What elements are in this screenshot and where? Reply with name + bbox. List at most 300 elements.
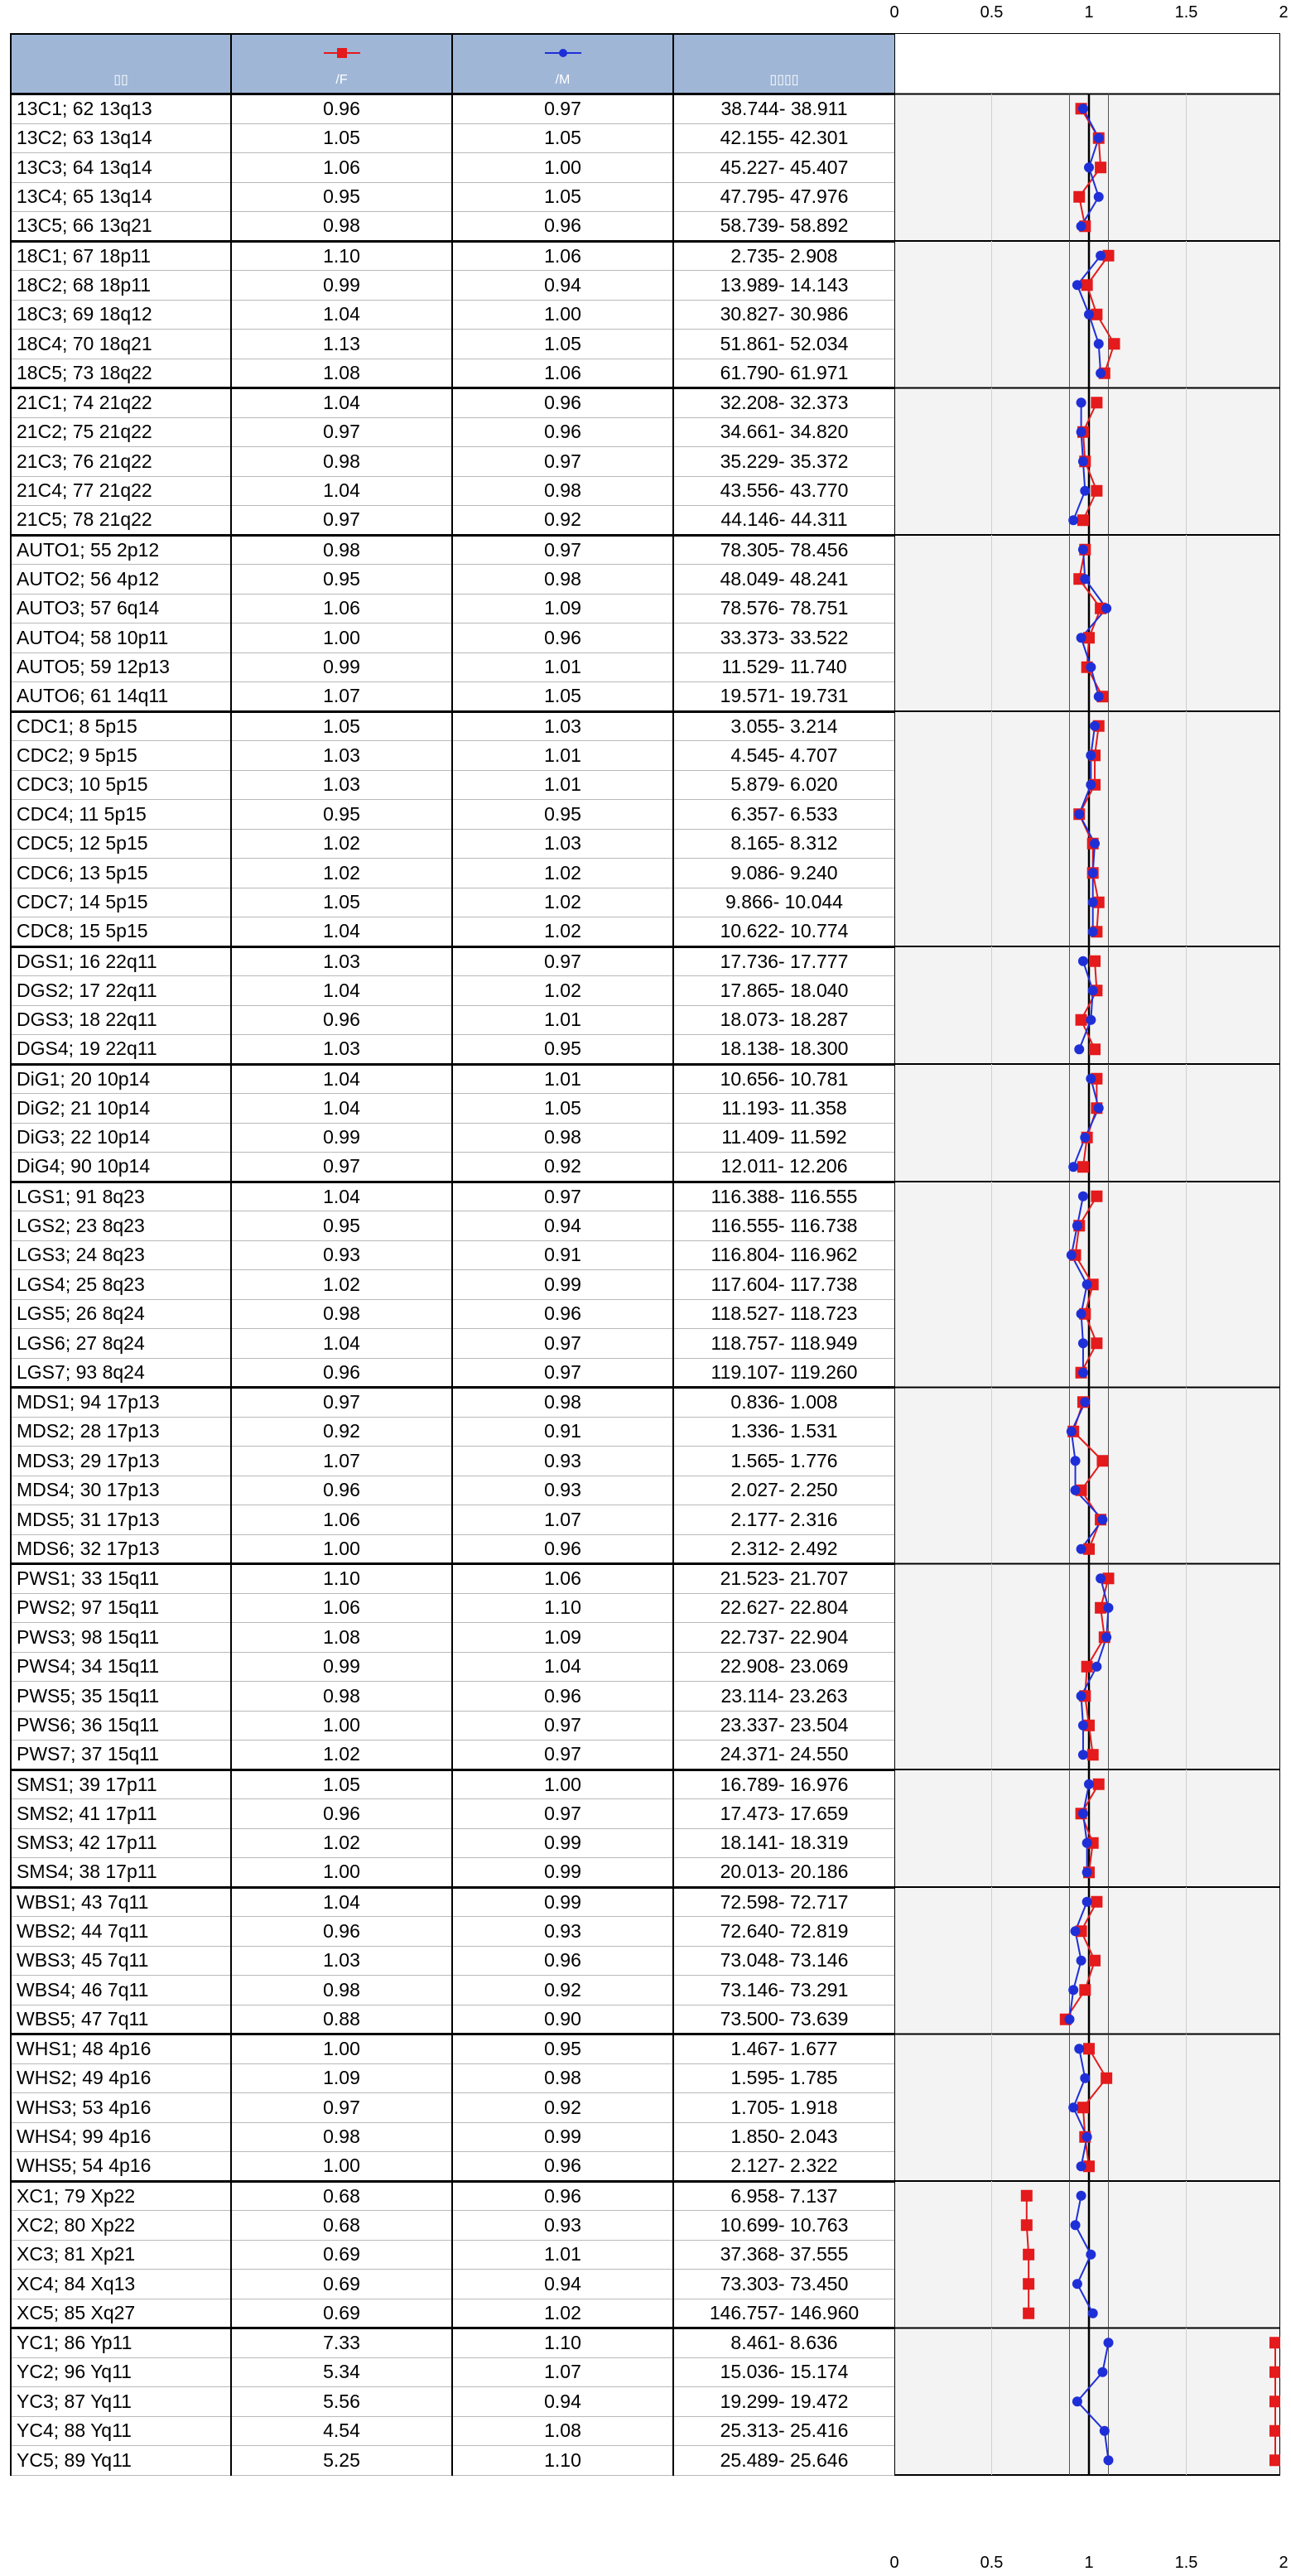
table-row bbox=[11, 1741, 895, 1770]
position-range-cell: 35.229- 35.372 bbox=[673, 447, 895, 477]
probe-name-cell: LGS7; 93 8q24 bbox=[11, 1358, 231, 1388]
f-ratio-cell: 0.93 bbox=[231, 1240, 452, 1270]
male-ratio-point bbox=[1068, 2102, 1078, 2112]
table-row bbox=[11, 976, 895, 1006]
m-ratio-cell: 1.02 bbox=[452, 917, 673, 947]
m-ratio-cell: 0.96 bbox=[452, 2152, 673, 2182]
position-range-cell: 9.086- 9.240 bbox=[673, 859, 895, 888]
position-range-cell: 2.127- 2.322 bbox=[673, 2152, 895, 2182]
female-ratio-point bbox=[1021, 2190, 1033, 2202]
female-series-legend-icon bbox=[324, 46, 360, 60]
probe-name-cell: 21C1; 74 21q22 bbox=[11, 388, 231, 418]
f-ratio-cell: 1.09 bbox=[231, 2063, 452, 2093]
position-range-cell: 116.555- 116.738 bbox=[673, 1211, 895, 1241]
position-range-cell: 119.107- 119.260 bbox=[673, 1358, 895, 1388]
male-ratio-point bbox=[1104, 2338, 1114, 2347]
position-range-cell: 1.565- 1.776 bbox=[673, 1447, 895, 1476]
probe-name-cell: 13C5; 66 13q21 bbox=[11, 212, 231, 242]
probe-name-cell: AUTO4; 58 10p11 bbox=[11, 624, 231, 653]
position-range-cell: 9.866- 10.044 bbox=[673, 888, 895, 917]
male-ratio-point bbox=[1094, 192, 1104, 202]
probe-name-cell: PWS6; 36 15q11 bbox=[11, 1711, 231, 1741]
position-range-cell: 22.627- 22.804 bbox=[673, 1593, 895, 1623]
male-ratio-point bbox=[1065, 2015, 1075, 2025]
table-row bbox=[11, 1682, 895, 1712]
position-range-cell: 13.989- 14.143 bbox=[673, 271, 895, 301]
probe-name-cell: WBS1; 43 7q11 bbox=[11, 1887, 231, 1917]
male-ratio-point bbox=[1078, 1808, 1088, 1818]
m-ratio-cell: 1.07 bbox=[452, 2357, 673, 2387]
table-row bbox=[11, 388, 895, 418]
table-row bbox=[11, 800, 895, 830]
m-ratio-cell: 0.95 bbox=[452, 1035, 673, 1065]
m-ratio-cell: 1.10 bbox=[452, 2446, 673, 2476]
probe-name-cell: WBS2; 44 7q11 bbox=[11, 1917, 231, 1947]
m-ratio-cell: 1.03 bbox=[452, 711, 673, 741]
position-range-cell: 73.500- 73.639 bbox=[673, 2005, 895, 2034]
m-ratio-cell: 1.07 bbox=[452, 1505, 673, 1535]
table-row bbox=[11, 1388, 895, 1418]
f-ratio-cell: 0.97 bbox=[231, 1388, 452, 1418]
m-ratio-cell: 0.97 bbox=[452, 94, 673, 124]
table-row bbox=[11, 241, 895, 271]
m-ratio-cell: 1.03 bbox=[452, 829, 673, 859]
female-ratio-point bbox=[1087, 1749, 1099, 1760]
probe-name-cell: XC2; 80 Xp22 bbox=[11, 2211, 231, 2241]
position-range-cell: 1.850- 2.043 bbox=[673, 2122, 895, 2152]
position-range-cell: 6.357- 6.533 bbox=[673, 800, 895, 830]
data-table bbox=[10, 33, 896, 2476]
probe-name-cell: 18C1; 67 18p11 bbox=[11, 241, 231, 271]
male-ratio-point bbox=[1078, 104, 1088, 113]
position-range-cell: 16.789- 16.976 bbox=[673, 1769, 895, 1799]
table-row bbox=[11, 1240, 895, 1270]
f-ratio-cell: 1.07 bbox=[231, 1447, 452, 1476]
probe-name-cell: 18C4; 70 18q21 bbox=[11, 330, 231, 359]
f-ratio-cell: 0.97 bbox=[231, 506, 452, 536]
f-ratio-cell: 1.03 bbox=[231, 1035, 452, 1065]
table-row bbox=[11, 652, 895, 682]
male-ratio-point bbox=[1088, 2309, 1098, 2318]
position-range-cell: 23.114- 23.263 bbox=[673, 1682, 895, 1712]
position-range-cell: 17.473- 17.659 bbox=[673, 1799, 895, 1829]
m-ratio-cell: 0.98 bbox=[452, 2063, 673, 2093]
male-ratio-point bbox=[1080, 486, 1090, 496]
male-ratio-point bbox=[1077, 427, 1086, 437]
male-ratio-point bbox=[1078, 1368, 1088, 1378]
f-ratio-cell: 1.04 bbox=[231, 1182, 452, 1211]
probe-name-cell: PWS5; 35 15q11 bbox=[11, 1682, 231, 1712]
f-ratio-cell: 0.99 bbox=[231, 1123, 452, 1153]
f-ratio-cell: 1.04 bbox=[231, 917, 452, 947]
table-row bbox=[11, 2093, 895, 2123]
probe-name-cell: MDS1; 94 17p13 bbox=[11, 1388, 231, 1418]
position-range-cell: 72.640- 72.819 bbox=[673, 1917, 895, 1947]
male-ratio-point bbox=[1096, 368, 1106, 378]
probe-name-cell: DiG2; 21 10p14 bbox=[11, 1094, 231, 1124]
male-ratio-point bbox=[1090, 839, 1100, 849]
f-ratio-cell: 1.00 bbox=[231, 1711, 452, 1741]
table-row bbox=[11, 1153, 895, 1182]
position-range-cell: 18.141- 18.319 bbox=[673, 1828, 895, 1858]
table-body bbox=[11, 94, 895, 2476]
male-ratio-point bbox=[1091, 1662, 1101, 1672]
f-ratio-cell: 1.02 bbox=[231, 1828, 452, 1858]
m-ratio-cell: 0.98 bbox=[452, 476, 673, 506]
male-ratio-point bbox=[1080, 574, 1090, 584]
m-ratio-cell: 1.10 bbox=[452, 1593, 673, 1623]
male-ratio-point bbox=[1077, 2161, 1086, 2171]
probe-name-cell: 13C1; 62 13q13 bbox=[11, 94, 231, 124]
table-row bbox=[11, 2446, 895, 2476]
male-ratio-point bbox=[1094, 339, 1104, 349]
female-ratio-point bbox=[1081, 279, 1093, 291]
scale-top bbox=[889, 0, 1291, 25]
position-range-cell: 47.795- 47.976 bbox=[673, 182, 895, 212]
f-ratio-cell: 1.03 bbox=[231, 946, 452, 976]
male-ratio-point bbox=[1094, 691, 1104, 701]
m-ratio-cell: 1.02 bbox=[452, 2299, 673, 2328]
male-ratio-point bbox=[1072, 2396, 1082, 2406]
probe-name-cell: LGS6; 27 8q24 bbox=[11, 1329, 231, 1359]
f-ratio-cell: 0.96 bbox=[231, 1005, 452, 1035]
female-ratio-point bbox=[1089, 1043, 1101, 1055]
table-row bbox=[11, 682, 895, 712]
table-row bbox=[11, 300, 895, 330]
table-row bbox=[11, 1799, 895, 1829]
female-ratio-point bbox=[1077, 1161, 1089, 1172]
table-row bbox=[11, 1505, 895, 1535]
m-ratio-cell: 0.94 bbox=[452, 1211, 673, 1241]
f-ratio-cell: 0.96 bbox=[231, 1917, 452, 1947]
probe-name-cell: DiG3; 22 10p14 bbox=[11, 1123, 231, 1153]
male-ratio-point bbox=[1100, 2426, 1110, 2436]
male-ratio-point bbox=[1078, 545, 1088, 555]
probe-name-cell: WHS5; 54 4p16 bbox=[11, 2152, 231, 2182]
male-ratio-point bbox=[1071, 1926, 1081, 1936]
table-row bbox=[11, 182, 895, 212]
table-row bbox=[11, 1711, 895, 1741]
probe-name-cell: WBS5; 47 7q11 bbox=[11, 2005, 231, 2034]
f-ratio-cell: 1.06 bbox=[231, 594, 452, 624]
probe-name-cell: LGS4; 25 8q23 bbox=[11, 1270, 231, 1300]
f-ratio-cell: 1.13 bbox=[231, 330, 452, 359]
position-range-cell: 1.595- 1.785 bbox=[673, 2063, 895, 2093]
male-ratio-point bbox=[1078, 456, 1088, 466]
m-ratio-cell: 1.01 bbox=[452, 1064, 673, 1094]
m-ratio-cell: 1.00 bbox=[452, 153, 673, 183]
position-range-cell: 38.744- 38.911 bbox=[673, 94, 895, 124]
f-ratio-cell: 0.88 bbox=[231, 2005, 452, 2034]
f-ratio-cell: 0.97 bbox=[231, 417, 452, 447]
m-ratio-cell: 1.01 bbox=[452, 741, 673, 771]
f-ratio-cell: 1.04 bbox=[231, 388, 452, 418]
m-ratio-cell: 0.96 bbox=[452, 1299, 673, 1329]
scale-tick-label: 0 bbox=[889, 2554, 899, 2572]
m-ratio-cell: 0.99 bbox=[452, 1828, 673, 1858]
position-range-cell: 118.757- 118.949 bbox=[673, 1329, 895, 1359]
probe-name-cell: CDC6; 13 5p15 bbox=[11, 859, 231, 888]
male-ratio-point bbox=[1074, 1044, 1084, 1054]
m-ratio-cell: 0.98 bbox=[452, 1388, 673, 1418]
table-row bbox=[11, 2387, 895, 2417]
m-ratio-cell: 0.93 bbox=[452, 1917, 673, 1947]
table-row bbox=[11, 2270, 895, 2299]
position-range-cell: 34.661- 34.820 bbox=[673, 417, 895, 447]
m-ratio-cell: 1.05 bbox=[452, 330, 673, 359]
scale-tick-label: 1 bbox=[1084, 3, 1094, 22]
data-table-container bbox=[10, 33, 894, 2546]
probe-name-cell: PWS3; 98 15q11 bbox=[11, 1623, 231, 1653]
position-range-cell: 116.388- 116.555 bbox=[673, 1182, 895, 1211]
male-ratio-point bbox=[1068, 1162, 1078, 1172]
m-ratio-cell: 1.05 bbox=[452, 182, 673, 212]
m-ratio-cell: 0.97 bbox=[452, 1741, 673, 1770]
male-ratio-point bbox=[1077, 633, 1086, 643]
f-ratio-cell: 1.00 bbox=[231, 1534, 452, 1564]
position-range-cell: 10.622- 10.774 bbox=[673, 917, 895, 947]
f-ratio-cell: 1.04 bbox=[231, 1094, 452, 1124]
f-ratio-cell: 1.04 bbox=[231, 1329, 452, 1359]
probe-name-cell: SMS2; 41 17p11 bbox=[11, 1799, 231, 1829]
female-ratio-point bbox=[1077, 514, 1089, 526]
table-row bbox=[11, 153, 895, 183]
scale-tick-label: 0.5 bbox=[980, 2554, 1004, 2572]
table-row bbox=[11, 1476, 895, 1505]
position-range-cell: 19.571- 19.731 bbox=[673, 682, 895, 712]
table-row bbox=[11, 535, 895, 565]
f-ratio-cell: 1.04 bbox=[231, 1064, 452, 1094]
probe-name-cell: 18C5; 73 18q22 bbox=[11, 359, 231, 388]
male-ratio-point bbox=[1097, 1514, 1107, 1524]
m-ratio-cell: 0.92 bbox=[452, 1976, 673, 2005]
table-row bbox=[11, 888, 895, 917]
f-ratio-cell: 1.00 bbox=[231, 2034, 452, 2064]
m-ratio-cell: 1.05 bbox=[452, 1094, 673, 1124]
position-range-cell: 22.737- 22.904 bbox=[673, 1623, 895, 1653]
male-ratio-point bbox=[1090, 721, 1100, 731]
f-ratio-cell: 0.92 bbox=[231, 1417, 452, 1447]
header-name-label: ▯▯ bbox=[113, 73, 128, 87]
probe-name-cell: DGS4; 19 22q11 bbox=[11, 1035, 231, 1065]
female-ratio-point bbox=[1076, 1014, 1087, 1026]
male-ratio-point bbox=[1086, 1015, 1096, 1025]
female-ratio-point bbox=[1083, 2043, 1095, 2054]
f-ratio-cell: 1.03 bbox=[231, 770, 452, 800]
probe-name-cell: AUTO1; 55 2p12 bbox=[11, 535, 231, 565]
probe-name-cell: DiG4; 90 10p14 bbox=[11, 1153, 231, 1182]
male-ratio-point bbox=[1072, 1221, 1082, 1230]
female-ratio-point bbox=[1269, 2454, 1280, 2466]
header-range-label: ▯▯▯▯ bbox=[769, 73, 799, 87]
male-ratio-point bbox=[1096, 1573, 1106, 1583]
m-ratio-cell: 0.96 bbox=[452, 388, 673, 418]
m-ratio-cell: 0.97 bbox=[452, 946, 673, 976]
probe-name-cell: AUTO6; 61 14q11 bbox=[11, 682, 231, 712]
header-name-column bbox=[11, 34, 231, 94]
f-ratio-cell: 1.08 bbox=[231, 359, 452, 388]
table-row bbox=[11, 770, 895, 800]
table-row bbox=[11, 1534, 895, 1564]
f-ratio-cell: 0.96 bbox=[231, 1476, 452, 1505]
f-ratio-cell: 1.08 bbox=[231, 1623, 452, 1653]
probe-name-cell: DiG1; 20 10p14 bbox=[11, 1064, 231, 1094]
position-range-cell: 8.165- 8.312 bbox=[673, 829, 895, 859]
male-ratio-point bbox=[1082, 1867, 1092, 1877]
f-ratio-cell: 0.69 bbox=[231, 2240, 452, 2270]
f-ratio-cell: 1.02 bbox=[231, 1270, 452, 1300]
probe-name-cell: 21C3; 76 21q22 bbox=[11, 447, 231, 477]
male-ratio-point bbox=[1086, 750, 1096, 760]
table-row bbox=[11, 1182, 895, 1211]
probe-name-cell: DGS1; 16 22q11 bbox=[11, 946, 231, 976]
f-ratio-cell: 0.95 bbox=[231, 1211, 452, 1241]
table-row bbox=[11, 1976, 895, 2005]
probe-name-cell: 13C2; 63 13q14 bbox=[11, 123, 231, 153]
table-row bbox=[11, 1769, 895, 1799]
m-ratio-cell: 1.10 bbox=[452, 2328, 673, 2358]
probe-name-cell: AUTO5; 59 12p13 bbox=[11, 652, 231, 682]
header-range-column bbox=[673, 34, 895, 94]
male-ratio-point bbox=[1068, 515, 1078, 525]
table-row bbox=[11, 1417, 895, 1447]
probe-name-cell: CDC4; 11 5p15 bbox=[11, 800, 231, 830]
f-ratio-cell: 1.02 bbox=[231, 829, 452, 859]
table-row bbox=[11, 2416, 895, 2446]
group-panel bbox=[894, 2328, 1280, 2476]
f-ratio-cell: 0.95 bbox=[231, 800, 452, 830]
position-range-cell: 15.036- 15.174 bbox=[673, 2357, 895, 2387]
ratio-plot-panel bbox=[894, 33, 1280, 2546]
position-range-cell: 43.556- 43.770 bbox=[673, 476, 895, 506]
male-ratio-point bbox=[1077, 1691, 1086, 1701]
m-ratio-cell: 0.93 bbox=[452, 1476, 673, 1505]
m-ratio-cell: 0.97 bbox=[452, 1329, 673, 1359]
m-ratio-cell: 1.01 bbox=[452, 770, 673, 800]
f-ratio-cell: 0.99 bbox=[231, 652, 452, 682]
m-ratio-cell: 0.96 bbox=[452, 2181, 673, 2211]
probe-name-cell: SMS4; 38 17p11 bbox=[11, 1858, 231, 1888]
male-ratio-point bbox=[1074, 809, 1084, 819]
m-ratio-cell: 0.98 bbox=[452, 1123, 673, 1153]
probe-name-cell: SMS3; 42 17p11 bbox=[11, 1828, 231, 1858]
position-range-cell: 2.312- 2.492 bbox=[673, 1534, 895, 1564]
m-ratio-cell: 0.93 bbox=[452, 1447, 673, 1476]
probe-name-cell: WBS4; 46 7q11 bbox=[11, 1976, 231, 2005]
table-row bbox=[11, 506, 895, 536]
male-ratio-point bbox=[1082, 1838, 1092, 1848]
table-row bbox=[11, 1946, 895, 1976]
probe-name-cell: XC1; 79 Xp22 bbox=[11, 2181, 231, 2211]
m-ratio-cell: 1.00 bbox=[452, 300, 673, 330]
probe-name-cell: CDC5; 12 5p15 bbox=[11, 829, 231, 859]
position-range-cell: 33.373- 33.522 bbox=[673, 624, 895, 653]
position-range-cell: 45.227- 45.407 bbox=[673, 153, 895, 183]
probe-name-cell: 13C3; 64 13q14 bbox=[11, 153, 231, 183]
m-ratio-cell: 1.02 bbox=[452, 859, 673, 888]
female-ratio-point bbox=[1269, 2367, 1280, 2378]
male-ratio-point bbox=[1071, 2220, 1081, 2230]
plot-header-box bbox=[894, 33, 1280, 94]
female-ratio-point bbox=[1101, 2073, 1112, 2084]
male-ratio-point bbox=[1084, 162, 1094, 172]
female-ratio-point bbox=[1077, 2102, 1089, 2113]
probe-name-cell: YC5; 89 Yq11 bbox=[11, 2446, 231, 2476]
header-m-label: /M bbox=[555, 73, 571, 87]
male-ratio-point bbox=[1071, 1485, 1081, 1495]
table-row bbox=[11, 624, 895, 653]
table-row bbox=[11, 94, 895, 124]
header-f-column bbox=[231, 34, 452, 94]
m-ratio-cell: 0.92 bbox=[452, 506, 673, 536]
probe-name-cell: PWS2; 97 15q11 bbox=[11, 1593, 231, 1623]
male-ratio-point bbox=[1072, 2279, 1082, 2289]
probe-name-cell: LGS1; 91 8q23 bbox=[11, 1182, 231, 1211]
male-ratio-point bbox=[1074, 2044, 1084, 2054]
position-range-cell: 1.705- 1.918 bbox=[673, 2093, 895, 2123]
position-range-cell: 1.336- 1.531 bbox=[673, 1417, 895, 1447]
position-range-cell: 58.739- 58.892 bbox=[673, 212, 895, 242]
m-ratio-cell: 0.97 bbox=[452, 535, 673, 565]
table-row bbox=[11, 1652, 895, 1682]
probe-name-cell: DGS3; 18 22q11 bbox=[11, 1005, 231, 1035]
male-ratio-point bbox=[1078, 1192, 1088, 1201]
m-ratio-cell: 0.96 bbox=[452, 1946, 673, 1976]
probe-name-cell: AUTO3; 57 6q14 bbox=[11, 594, 231, 624]
m-ratio-cell: 0.96 bbox=[452, 1534, 673, 1564]
position-range-cell: 118.527- 118.723 bbox=[673, 1299, 895, 1329]
table-row bbox=[11, 1593, 895, 1623]
male-ratio-point bbox=[1094, 1103, 1104, 1113]
position-range-cell: 19.299- 19.472 bbox=[673, 2387, 895, 2417]
female-ratio-point bbox=[1091, 1191, 1102, 1202]
scale-tick-label: 0.5 bbox=[980, 3, 1004, 22]
table-row bbox=[11, 829, 895, 859]
probe-name-cell: WHS1; 48 4p16 bbox=[11, 2034, 231, 2064]
position-range-cell: 73.303- 73.450 bbox=[673, 2270, 895, 2299]
m-ratio-cell: 0.99 bbox=[452, 1887, 673, 1917]
m-ratio-cell: 1.05 bbox=[452, 123, 673, 153]
ratio-plot bbox=[894, 33, 1280, 2546]
male-ratio-point bbox=[1088, 868, 1098, 878]
probe-name-cell: CDC7; 14 5p15 bbox=[11, 888, 231, 917]
position-range-cell: 8.461- 8.636 bbox=[673, 2328, 895, 2358]
m-ratio-cell: 0.97 bbox=[452, 1711, 673, 1741]
probe-name-cell: AUTO2; 56 4p12 bbox=[11, 565, 231, 595]
male-ratio-point bbox=[1077, 397, 1086, 407]
probe-name-cell: XC5; 85 Xq27 bbox=[11, 2299, 231, 2328]
table-row bbox=[11, 330, 895, 359]
f-ratio-cell: 1.02 bbox=[231, 859, 452, 888]
male-ratio-point bbox=[1077, 221, 1086, 231]
m-ratio-cell: 0.91 bbox=[452, 1417, 673, 1447]
table-row bbox=[11, 1005, 895, 1035]
male-series-legend-icon bbox=[545, 46, 581, 60]
position-range-cell: 73.048- 73.146 bbox=[673, 1946, 895, 1976]
scale-tick-label: 2 bbox=[1279, 3, 1289, 22]
position-range-cell: 22.908- 23.069 bbox=[673, 1652, 895, 1682]
male-ratio-point bbox=[1082, 1897, 1092, 1907]
male-ratio-point bbox=[1101, 1632, 1111, 1642]
m-ratio-cell: 0.91 bbox=[452, 1240, 673, 1270]
table-row bbox=[11, 741, 895, 771]
probe-name-cell: MDS5; 31 17p13 bbox=[11, 1505, 231, 1535]
f-ratio-cell: 0.99 bbox=[231, 271, 452, 301]
position-range-cell: 51.861- 52.034 bbox=[673, 330, 895, 359]
position-range-cell: 4.545- 4.707 bbox=[673, 741, 895, 771]
table-row bbox=[11, 1094, 895, 1124]
probe-name-cell: CDC3; 10 5p15 bbox=[11, 770, 231, 800]
